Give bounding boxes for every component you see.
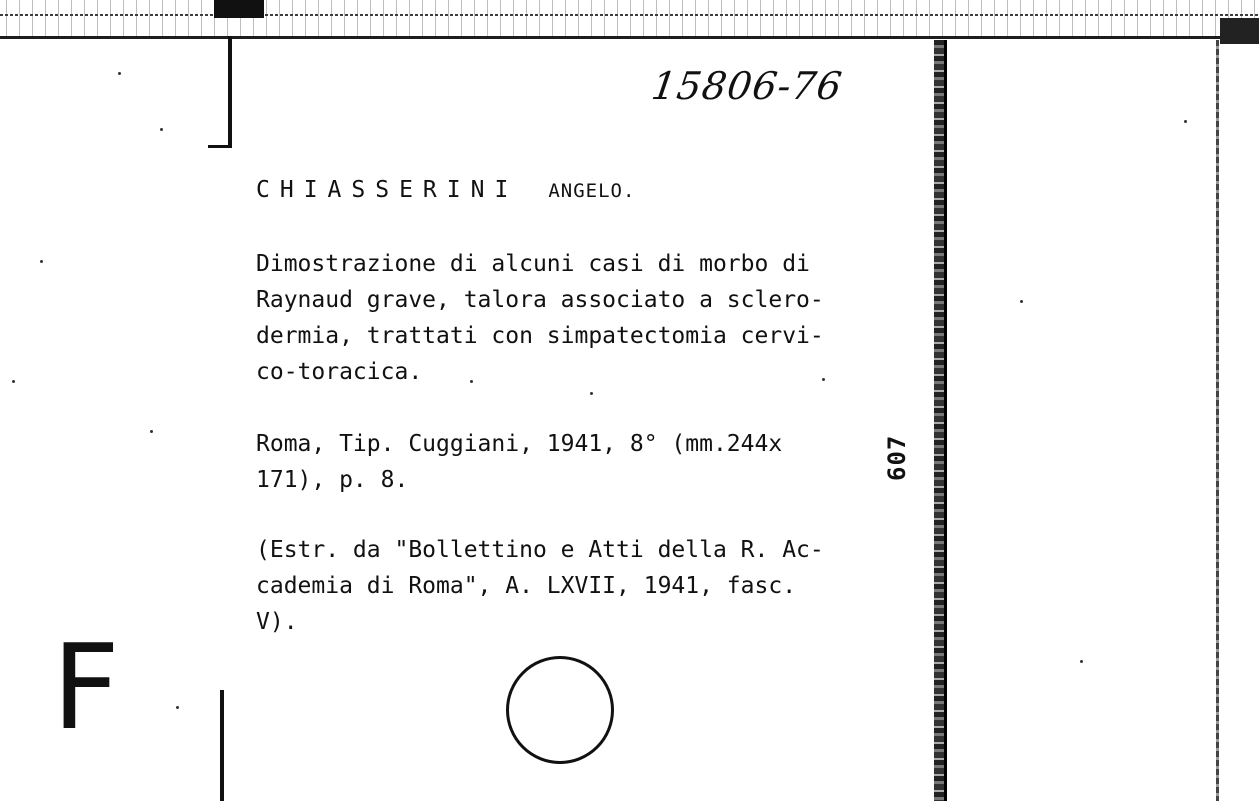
top-border-mark [214,0,264,18]
title-line: dermia, trattati con simpatectomia cervi- [256,323,824,349]
author-given-name: ANGELO. [548,180,636,202]
top-border-strip [0,0,1259,39]
title-line: co-toracica. [256,359,423,385]
title-line: Dimostrazione di alcuni casi di morbo di [256,251,810,277]
title-line: Raynaud grave, talora associato a sclero- [256,287,824,313]
imprint-line: Roma, Tip. Cuggiani, 1941, 8° (mm.244x [256,431,783,457]
series-note-block [256,532,946,640]
title-block [256,246,946,390]
note-line: cademia di Roma", A. LXVII, 1941, fasc. [256,573,797,599]
top-right-corner-mark [1220,18,1259,44]
card-bracket-vertical [228,36,232,148]
card-text [256,175,946,640]
punched-hole-circle [506,656,614,764]
imprint-block [256,426,946,498]
author-surname: CHIASSERINI [256,177,519,203]
adjacent-card-edge [1216,40,1219,801]
scan-speck [118,72,121,75]
note-line: (Estr. da "Bollettino e Atti della R. Ac- [256,537,824,563]
scan-speck [160,128,163,131]
scan-speck [1184,120,1187,123]
inventory-stamp: 607 [883,434,911,482]
imprint-line: 171), p. 8. [256,467,409,493]
section-letter: F [52,618,120,756]
author-heading [256,175,946,206]
scan-speck [1080,660,1083,663]
scan-speck [150,430,153,433]
left-edge-line [220,690,224,801]
note-line: V). [256,609,298,635]
card-bracket-horizontal [208,145,232,148]
scan-speck [12,380,15,383]
scan-speck [1020,300,1023,303]
scan-speck [40,260,43,263]
handwritten-accession-number: 15806-76 [648,64,846,108]
scan-speck [176,706,179,709]
